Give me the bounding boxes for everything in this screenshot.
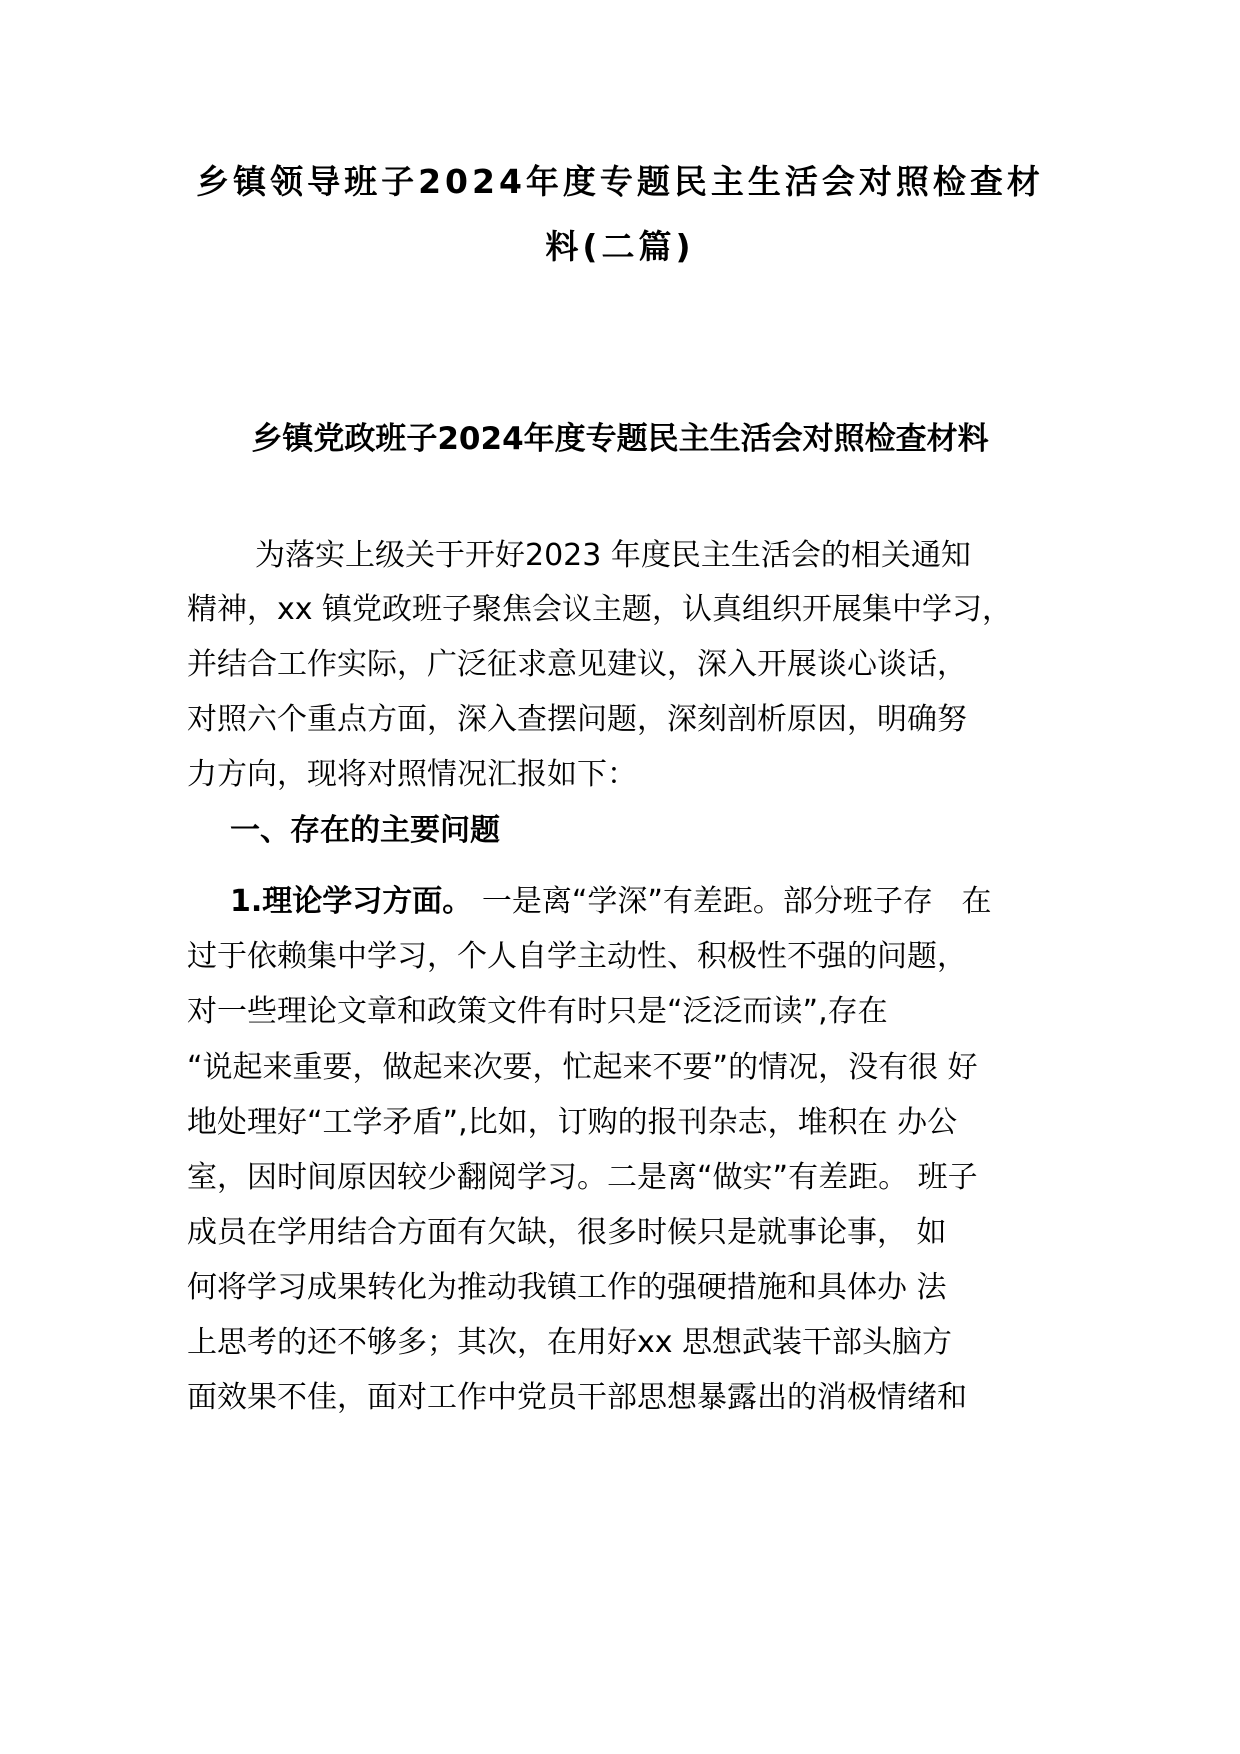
intro-line-4: 对照六个重点方面，深入查摆问题，深刻剖析原因，明确努 [187, 702, 967, 737]
intro-line-3: 并结合工作实际，广泛征求意见建议，深入开展谈心谈话， [187, 647, 967, 682]
intro-line-5: 力方向，现将对照情况汇报如下： [187, 757, 637, 792]
item1-label: 1.理论学习方面。 [230, 884, 473, 919]
item1-line-3: 对一些理论文章和政策文件有时只是“泛泛而读”,存在 [187, 994, 888, 1029]
item1-line-4: “说起来重要，做起来次要，忙起来不要”的情况，没有很 好 [187, 1050, 978, 1085]
section-title: 乡镇党政班子2024年度专题民主生活会对照检查材料 [251, 421, 989, 457]
item1-line-5: 地处理好“工学矛盾”,比如，订购的报刊杂志，堆积在 办公 [187, 1105, 958, 1140]
intro-line-2: 精神，xx 镇党政班子聚焦会议主题，认真组织开展集中学习， [187, 592, 1013, 627]
item1-line-1 [230, 882, 992, 922]
item1-line-7: 成员在学用结合方面有欠缺，很多时候只是就事论事， 如 [187, 1215, 947, 1250]
item1-line-10: 面效果不佳，面对工作中党员干部思想暴露出的消极情绪和 [187, 1380, 967, 1415]
item1-line-1-rest: 一是离“学深”有差距。部分班子存 在 [472, 884, 992, 919]
heading-existing-problems: 一、存在的主要问题 [230, 813, 500, 848]
item1-line-9: 上思考的还不够多；其次，在用好xx 思想武装干部头脑方 [187, 1325, 953, 1360]
item1-line-6: 室，因时间原因较少翻阅学习。二是离“做实”有差距。 班子 [187, 1160, 978, 1195]
document-title-line-2: 料(二篇) [545, 227, 695, 266]
item1-line-2: 过于依赖集中学习，个人自学主动性、积极性不强的问题， [187, 939, 967, 974]
document-title-line-1: 乡镇领导班子2024年度专题民主生活会对照检查材 [196, 162, 1044, 201]
item1-line-8: 何将学习成果转化为推动我镇工作的强硬措施和具体办 法 [187, 1270, 947, 1305]
intro-line-1: 为落实上级关于开好2023 年度民主生活会的相关通知 [255, 538, 971, 573]
